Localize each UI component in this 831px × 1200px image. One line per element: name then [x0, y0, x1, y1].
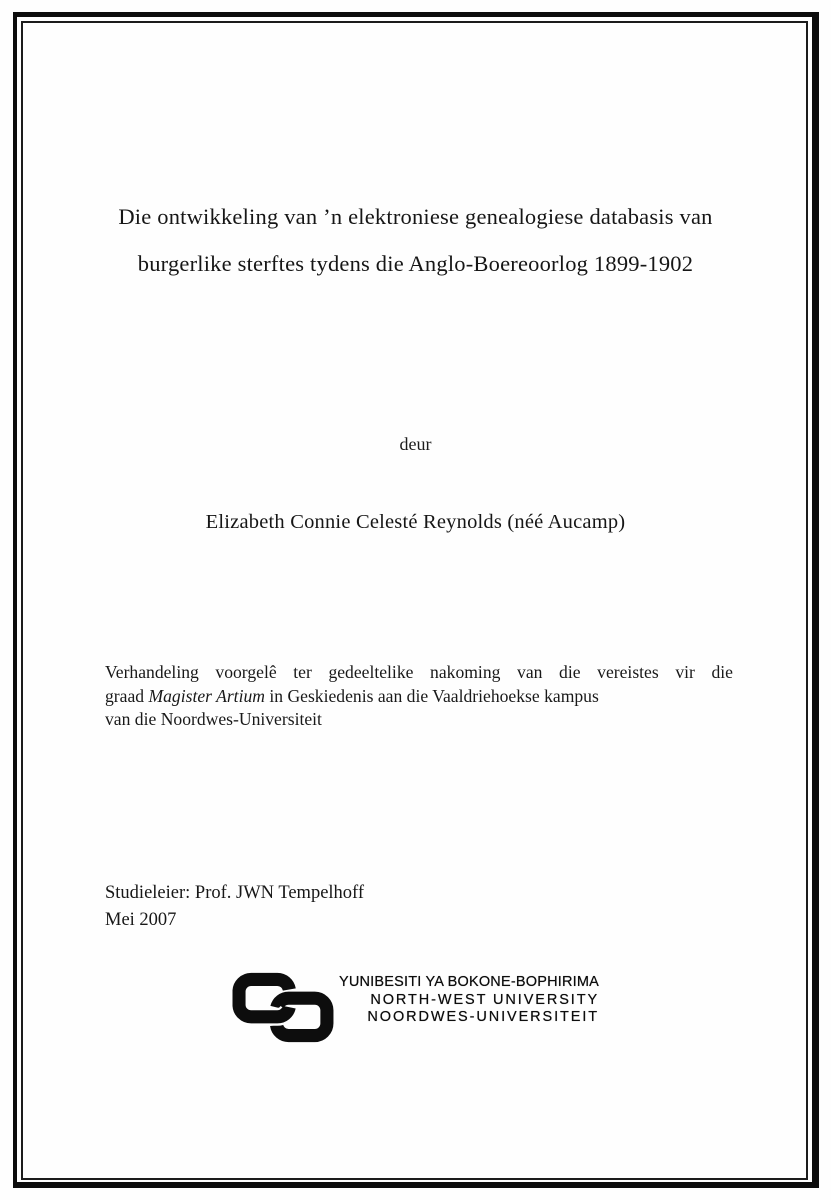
nwu-interlocked-links-icon — [232, 970, 333, 1045]
degree-name-italic: Magister Artium — [148, 685, 265, 706]
degree-statement-line2 — [105, 685, 733, 709]
degree-statement-line2-post: in Geskiedenis aan die Vaaldriehoekse kampus — [264, 685, 599, 706]
logo-text-setswana: YUNIBESITI YA BOKONE-BOPHIRIMA — [338, 974, 600, 990]
supervisor-line: Studieleier: Prof. JWN Tempelhoff — [105, 883, 365, 903]
logo-text-english: NORTH-WEST UNIVERSITY — [370, 991, 600, 1008]
thesis-title-line1: Die ontwikkeling van ’n elektroniese genealogiese databasis van — [118, 204, 713, 229]
degree-statement — [105, 661, 733, 732]
supervisor-block — [105, 880, 364, 934]
byline-label: deur — [399, 434, 432, 454]
date-line: Mei 2007 — [105, 910, 177, 930]
degree-statement-line1: Verhandeling voorgelê ter gedeeltelike nakoming van die vereistes vir die — [105, 662, 733, 682]
university-logo-text — [339, 974, 599, 1027]
degree-statement-line3: van die Noordwes-Universiteit — [105, 709, 322, 730]
thesis-title — [60, 193, 771, 287]
author-name: Elizabeth Connie Celesté Reynolds (néé Aucamp) — [205, 511, 626, 533]
thesis-title-line2: burgerlike sterftes tydens die Anglo-Boereoorlog 1899-1902 — [137, 251, 694, 276]
logo-text-afrikaans: NOORDWES-UNIVERSITEIT — [367, 1009, 600, 1025]
university-logo — [232, 970, 599, 1045]
degree-statement-line2-pre: graad — [105, 685, 149, 706]
